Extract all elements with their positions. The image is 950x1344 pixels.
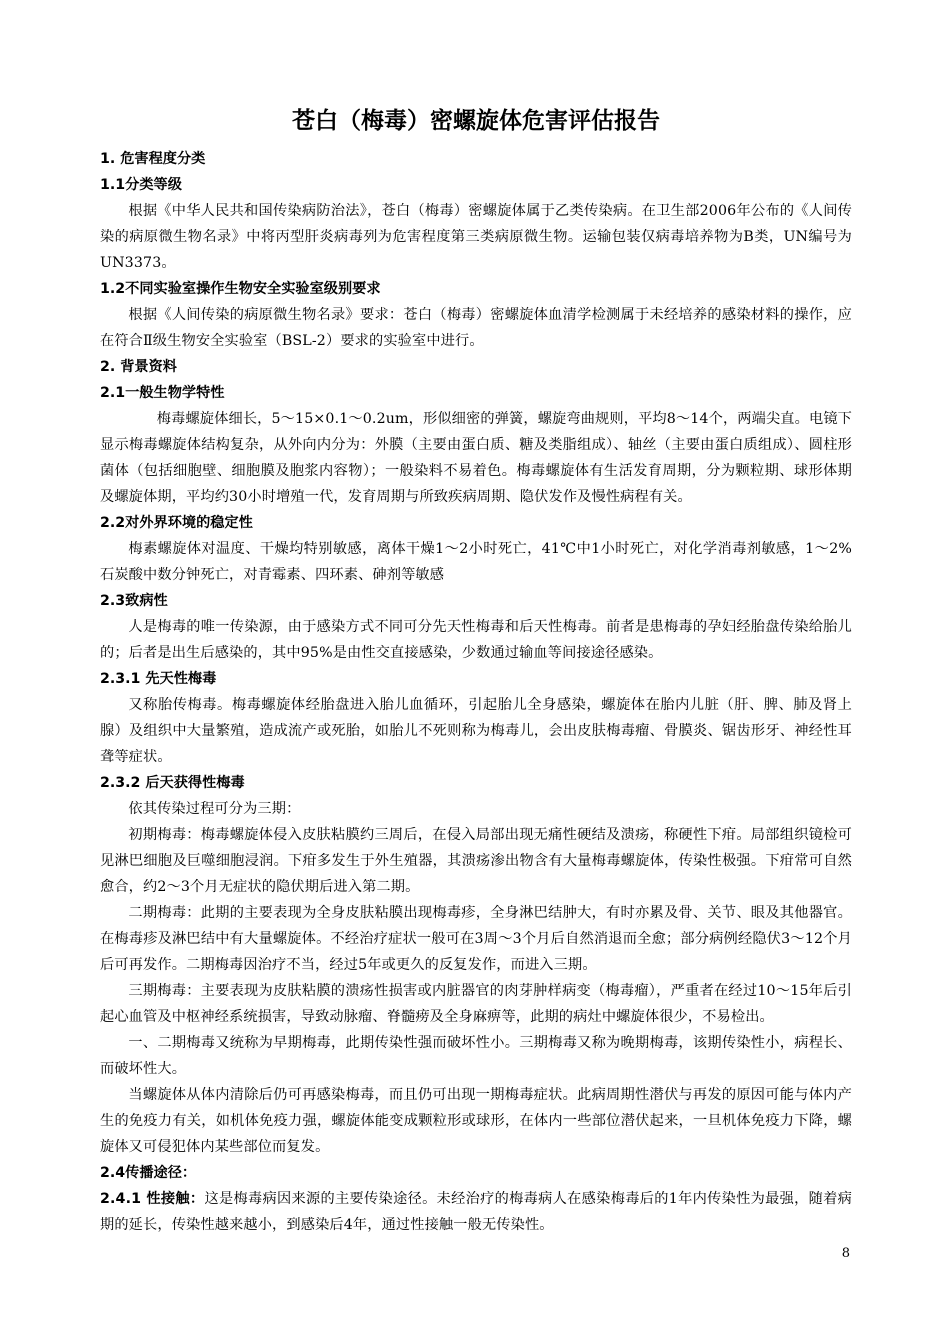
paragraph: 又称胎传梅毒。梅毒螺旋体经胎盘进入胎儿血循环，引起胎儿全身感染，螺旋体在胎内儿脏（肝、脾、肺及肾上腺）及组织中大量繁殖，造成流产或死胎，如胎儿不死则称为梅毒儿，会出皮肤梅毒瘤、骨膜炎、锯齿形牙、神经性耳聋等症状。 bbox=[100, 697, 852, 765]
paragraph bbox=[100, 1186, 852, 1238]
paragraph: 依其传染过程可分为三期： bbox=[128, 801, 301, 817]
page-number: 8 bbox=[841, 1246, 850, 1261]
paragraph: 当螺旋体从体内清除后仍可再感染梅毒，而且仍可出现一期梅毒症状。此病周期性潜伏与再发的原因可能与体内产生的免疫力有关，如机体免疫力强，螺旋体能变成颗粒形或球形，在体内一些部位潜伏起来，一旦机体免疫力下降，螺旋体又可侵犯体内某些部位而复发。 bbox=[100, 1087, 852, 1155]
paragraph: 一、二期梅毒又统称为早期梅毒，此期传染性强而破坏性小。三期梅毒又称为晚期梅毒，该期传染性小，病程长、而破坏性大。 bbox=[100, 1035, 852, 1077]
paragraph: 根据《中华人民共和国传染病防治法》，苍白（梅毒）密螺旋体属于乙类传染病。在卫生部2006年公布的《人间传染的病原微生物名录》中将丙型肝炎病毒列为危害程度第三类病原微生物。运输包装仅病毒培养物为B类，UN编号为UN3373。 bbox=[100, 203, 852, 271]
paragraph: 梅素螺旋体对温度、干燥均特别敏感，离体干燥1～2小时死亡，41℃中1小时死亡，对化学消毒剂敏感，1～2%石炭酸中数分钟死亡，对青霉素、四环素、砷剂等敏感 bbox=[100, 541, 852, 583]
heading-2: 2. 背景资料 bbox=[100, 359, 177, 375]
heading-2-3-2: 2.3.2 后天获得性梅毒 bbox=[100, 775, 245, 791]
heading-1-2: 1.2不同实验室操作生物安全实验室级别要求 bbox=[100, 281, 381, 297]
heading-2-1: 2.1一般生物学特性 bbox=[100, 385, 225, 401]
paragraph-text: 这是梅毒病因来源的主要传染途径。未经治疗的梅毒病人在感染梅毒后的1年内传染性为最强，随着病期的延长，传染性越来越小，到感染后4年，通过性接触一般无传染性。 bbox=[100, 1191, 853, 1233]
heading-1-1: 1.1分类等级 bbox=[100, 177, 182, 193]
paragraph: 初期梅毒：梅毒螺旋体侵入皮肤粘膜约三周后，在侵入局部出现无痛性硬结及溃疡，称硬性下疳。局部组织镜检可见淋巴细胞及巨噬细胞浸润。下疳多发生于外生殖器，其溃疡渗出物含有大量梅毒螺旋体，传染性极强。下疳常可自然愈合，约2～3个月无症状的隐伏期后进入第二期。 bbox=[100, 827, 852, 895]
heading-2-2: 2.2对外界环境的稳定性 bbox=[100, 515, 253, 531]
inline-heading-2-4-1: 2.4.1 性接触： bbox=[100, 1191, 205, 1207]
heading-1: 1. 危害程度分类 bbox=[100, 151, 206, 167]
paragraph: 根据《人间传染的病原微生物名录》要求：苍白（梅毒）密螺旋体血清学检测属于未经培养的感染材料的操作，应在符合Ⅱ级生物安全实验室（BSL-2）要求的实验室中进行。 bbox=[100, 307, 852, 349]
heading-2-4: 2.4传播途径： bbox=[100, 1165, 197, 1181]
document-title: 苍白（梅毒）密螺旋体危害评估报告 bbox=[292, 108, 660, 134]
paragraph: 二期梅毒：此期的主要表现为全身皮肤粘膜出现梅毒疹，全身淋巴结肿大，有时亦累及骨、关节、眼及其他器官。在梅毒疹及淋巴结中有大量螺旋体。不经治疗症状一般可在3周～3个月后自然消退而全愈；部分病例经隐伏3～12个月后可再发作。二期梅毒因治疗不当，经过5年或更久的反复发作，而进入三期。 bbox=[100, 905, 852, 973]
heading-2-3-1: 2.3.1 先天性梅毒 bbox=[100, 671, 217, 687]
document-page bbox=[100, 104, 852, 1238]
heading-2-3: 2.3致病性 bbox=[100, 593, 168, 609]
paragraph: 人是梅毒的唯一传染源，由于感染方式不同可分先天性梅毒和后天性梅毒。前者是患梅毒的孕妇经胎盘传染给胎儿的；后者是出生后感染的，其中95%是由性交直接感染，少数通过输血等间接途径感染。 bbox=[100, 619, 852, 661]
paragraph: 梅毒螺旋体细长，5～15×0.1～0.2um，形似细密的弹簧，螺旋弯曲规则，平均8～14个，两端尖直。电镜下显示梅毒螺旋体结构复杂，从外向内分为：外膜（主要由蛋白质、糖及类脂组成）、轴丝（主要由蛋白质组成）、圆柱形菌体（包括细胞壁、细胞膜及胞浆内容物）；一般染料不易着色。梅毒螺旋体有生活发育周期，分为颗粒期、球形体期及螺旋体期，平均约30小时增殖一代，发育周期与所致疾病周期、隐伏发作及慢性病程有关。 bbox=[100, 411, 852, 505]
paragraph: 三期梅毒：主要表现为皮肤粘膜的溃疡性损害或内脏器官的肉芽肿样病变（梅毒瘤），严重者在经过10～15年后引起心血管及中枢神经系统损害，导致动脉瘤、脊髓痨及全身麻痹等，此期的病灶中螺旋体很少，不易检出。 bbox=[100, 983, 852, 1025]
